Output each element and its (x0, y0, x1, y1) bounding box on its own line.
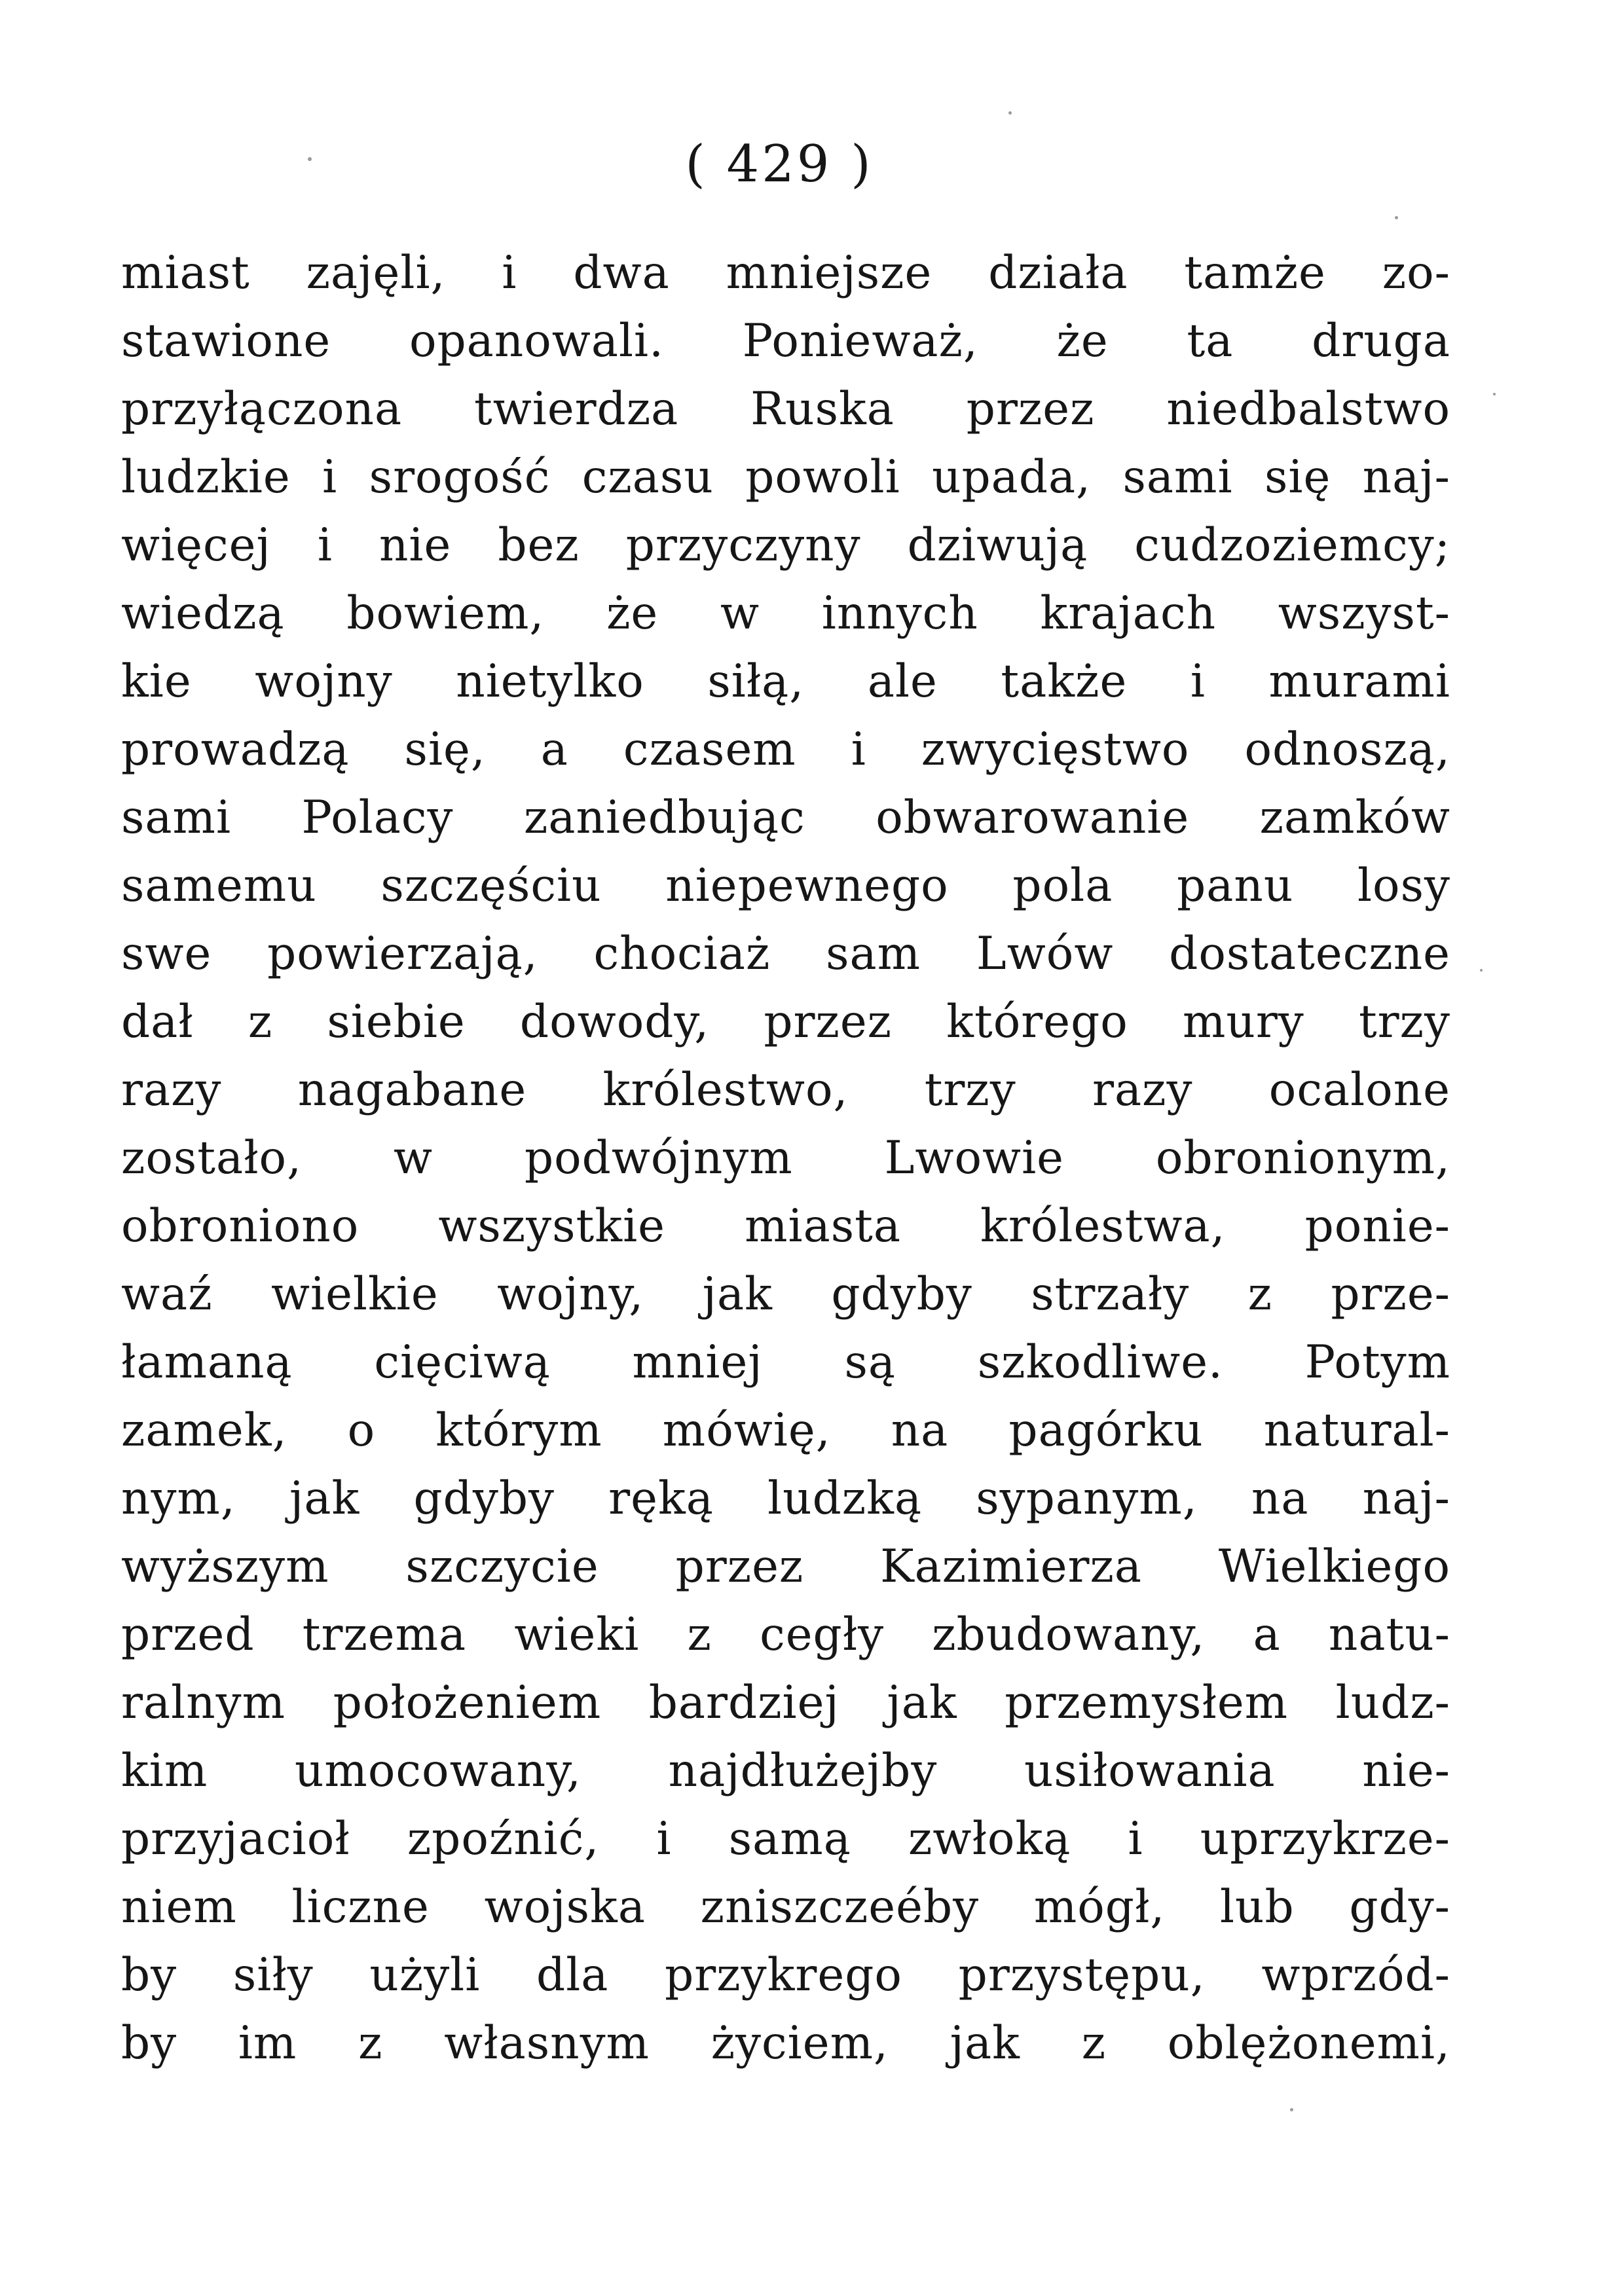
text-line: samemu szczęściu niepewnego pola panu losy (121, 860, 1450, 912)
text-line: by siły użyli dla przykrego przystępu, wprzód- (121, 1949, 1450, 2001)
text-line: swe powierzają, chociaż sam Lwów dostateczne (121, 928, 1450, 980)
text-line: przyjacioł zpoźnić, i samą zwłoką i uprzykrze- (121, 1813, 1450, 1865)
text-line: ralnym położeniem bardziej jak przemysłem ludz- (121, 1677, 1450, 1729)
text-line: dał z siebie dowody, przez którego mury trzy (121, 996, 1450, 1048)
text-line: przed trzema wieki z cegły zbudowany, a natu- (121, 1609, 1450, 1661)
text-line: łamaną cięciwą mniej są szkodliwe. Potym (121, 1336, 1450, 1389)
text-line: stawione opanowali. Ponieważ, że ta druga (121, 315, 1450, 367)
text-line: prowadzą się, a czasem i zwycięstwo odnoszą, (121, 723, 1450, 776)
text-line: niem liczne wojska zniszczeéby mógł, lub gdy- (121, 1881, 1450, 1933)
paper-speck (1290, 2108, 1293, 2111)
paper-speck (1493, 393, 1496, 395)
text-line: wyższym szczycie przez Kazimierza Wielkiego (121, 1540, 1450, 1593)
paper-speck (308, 157, 312, 161)
text-line: kim umocowany, najdłużejby usiłowania nie- (121, 1745, 1450, 1797)
body-text (121, 239, 1450, 2077)
paper-speck (1480, 969, 1483, 972)
text-line: zostało, w podwójnym Lwowie obronionym, (121, 1132, 1450, 1184)
text-line: ludzkie i srogość czasu powoli upada, sami się naj- (121, 451, 1450, 503)
text-line: zamek, o którym mówię, na pagórku natural- (121, 1404, 1450, 1457)
text-line: razy nagabane królestwo, trzy razy ocalone (121, 1064, 1450, 1116)
paper-speck (1395, 216, 1398, 219)
text-line: przyłączona twierdza Ruska przez niedbalstwo (121, 383, 1450, 435)
text-line: waź wielkie wojny, jak gdyby strzały z prze- (121, 1268, 1450, 1321)
text-line: sami Polacy zaniedbując obwarowanie zamków (121, 792, 1450, 844)
text-line: więcej i nie bez przyczyny dziwują cudzoziemcy; (121, 519, 1450, 572)
text-line: obroniono wszystkie miasta królestwa, ponie- (121, 1200, 1450, 1252)
text-line: nym, jak gdyby ręką ludzką sypanym, na naj- (121, 1472, 1450, 1525)
text-line: wiedzą bowiem, że w innych krajach wszyst- (121, 587, 1450, 640)
text-line: by im z własnym życiem, jak z oblężonemi, (121, 2017, 1450, 2069)
paper-speck (1008, 111, 1012, 115)
text-line: kie wojny nietylko siłą, ale także i murami (121, 655, 1450, 708)
page-number: ( 429 ) (685, 135, 874, 194)
text-line: miast zajęli, i dwa mniejsze działa tamże zo- (121, 247, 1450, 299)
